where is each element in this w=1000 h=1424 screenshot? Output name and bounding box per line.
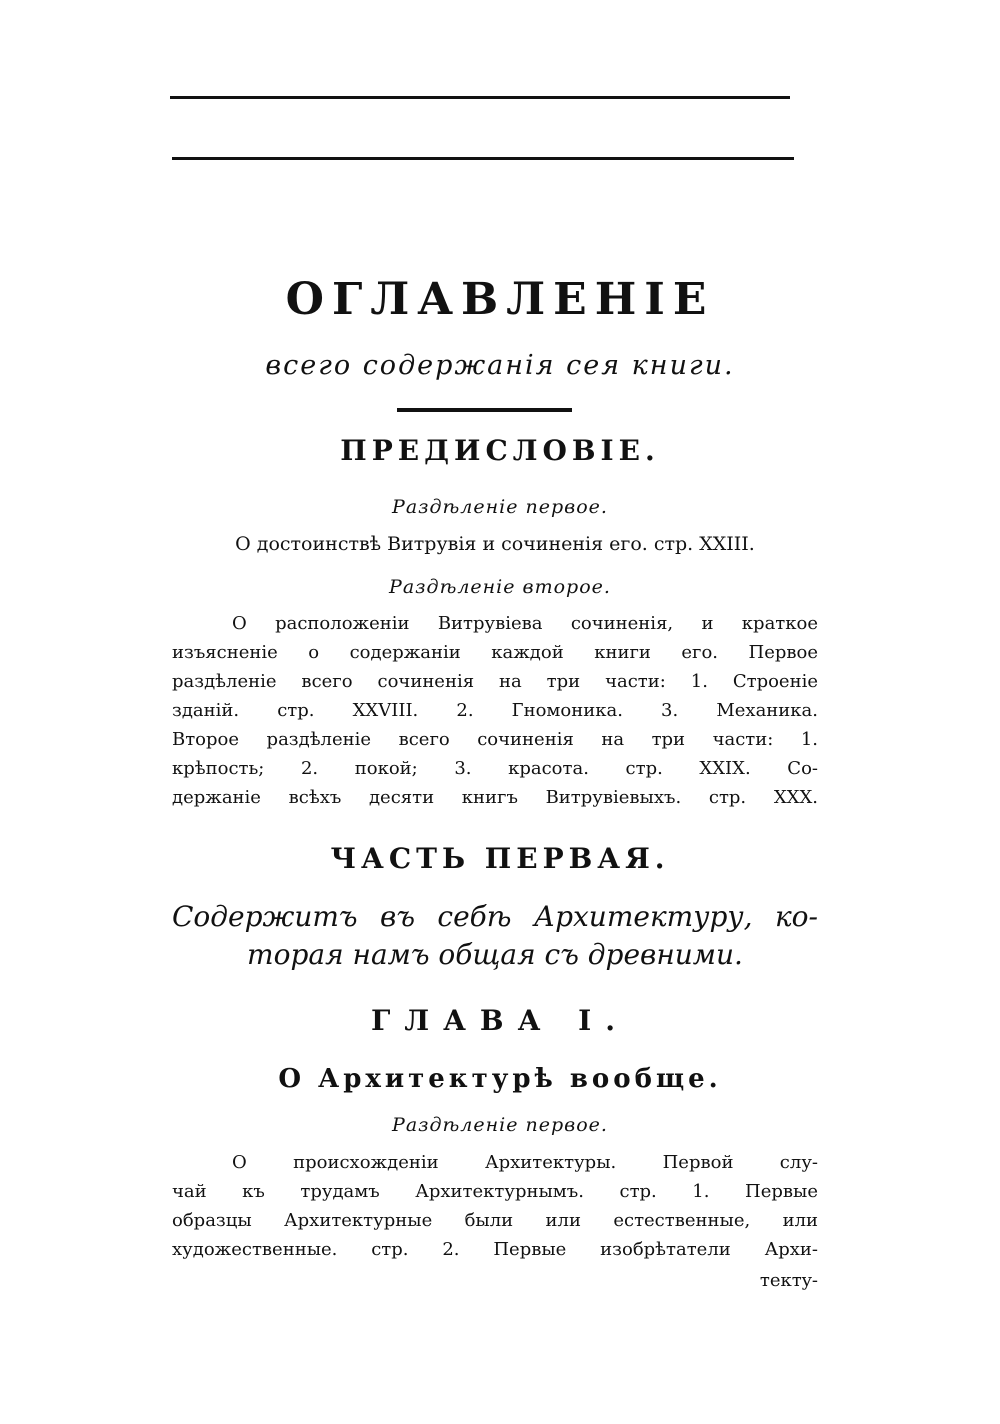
part-one-heading: ЧАСТЬ ПЕРВАЯ. xyxy=(330,842,670,875)
chapter-one-division-1-line: О происхожденіи Архитектуры. Первой слу- xyxy=(232,1152,818,1173)
chapter-one-division-1-line: художественные. стр. 2. Первые изобрѣтатели Архи- xyxy=(172,1239,818,1260)
chapter-one-division-1-label: Раздѣленіе первое. xyxy=(392,1114,608,1136)
catchword: тектy- xyxy=(759,1270,818,1291)
preface-division-2-line: О расположеніи Витрувіева сочиненія, и краткое xyxy=(232,613,818,634)
preface-division-1-text: О достоинствѣ Витрувія и сочиненія его. стр. XXIII. xyxy=(235,533,755,555)
top-rule xyxy=(170,96,790,99)
part-one-description-line: торая намъ общая съ древними. xyxy=(247,938,743,971)
preface-division-2-line: зданій. стр. XXVIII. 2. Гномоника. 3. Механика. xyxy=(172,700,818,721)
preface-division-1-label: Раздѣленіе первое. xyxy=(392,496,608,518)
page-title: ОГЛАВЛЕНІЕ xyxy=(285,274,715,325)
chapter-one-title: О Архитектурѣ вообще. xyxy=(278,1064,722,1094)
top-rule-second xyxy=(172,157,794,160)
divider-rule xyxy=(397,408,572,412)
preface-division-2-line: крѣпость; 2. покой; 3. красота. стр. XXIX. Со- xyxy=(172,758,818,779)
preface-division-2-line: держаніе всѣхъ десяти книгъ Витрувіевыхъ. стр. XXX. xyxy=(172,787,818,808)
preface-division-2-line: изъясненіе о содержаніи каждой книги его. Первое xyxy=(172,642,818,663)
preface-division-2-line: Второе раздѣленіе всего сочиненія на три части: 1. xyxy=(172,729,818,750)
preface-division-2-line: раздѣленіе всего сочиненія на три части: 1. Строеніе xyxy=(172,671,818,692)
preface-heading: ПРЕДИСЛОВІЕ. xyxy=(340,434,660,467)
chapter-one-heading: ГЛАВА I. xyxy=(371,1004,629,1037)
chapter-one-division-1-line: образцы Архитектурные были или естественные, или xyxy=(172,1210,818,1231)
part-one-description-line: Содержитъ въ себѣ Архитектуру, ко- xyxy=(172,900,818,933)
page-subtitle: всего содержанія сея книги. xyxy=(265,350,735,381)
chapter-one-division-1-line: чай къ трудамъ Архитектурнымъ. стр. 1. Первые xyxy=(172,1181,818,1202)
preface-division-2-label: Раздѣленіе второе. xyxy=(389,576,611,598)
